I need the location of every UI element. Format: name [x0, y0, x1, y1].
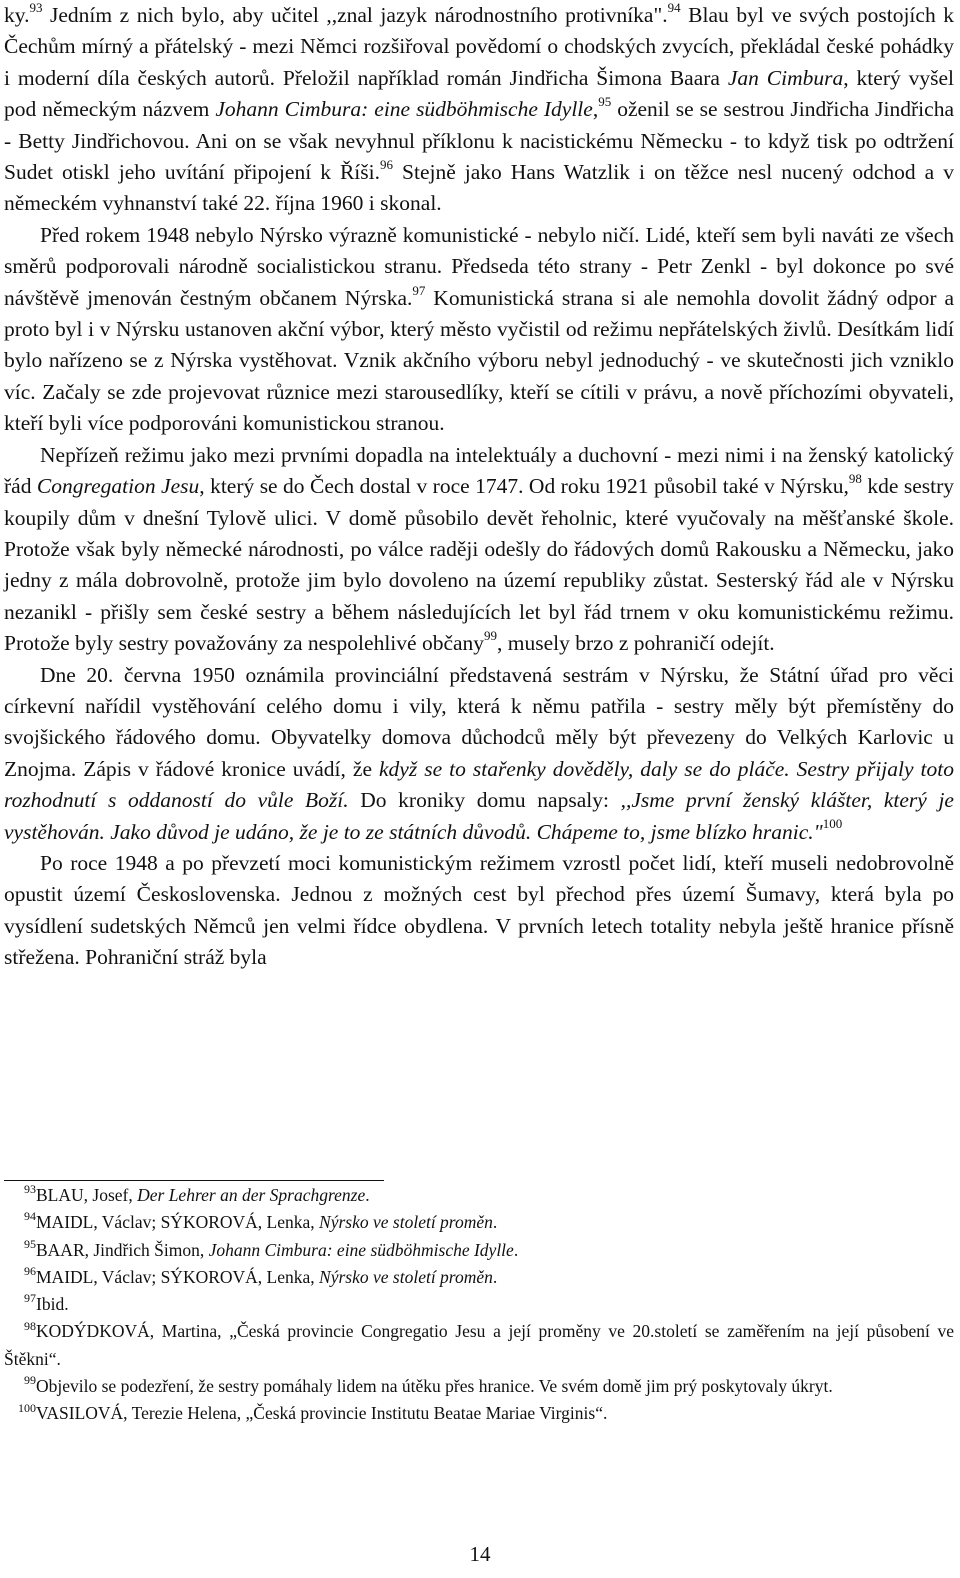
page-number: 14	[469, 1542, 491, 1566]
chronicle-quote: když se to stařenky dověděly, daly se do pláče. Sestry přijaly toto rozhodnutí s oddaností do vůle Boží.	[4, 756, 954, 813]
text-run: , který vyšel pod německým názvem	[4, 65, 955, 122]
text-run: Před rokem 1948 nebylo Nýrsko výrazně komunistické - nebylo ničí. Lidé, kteří sem byli naváti ze všech směrů podporovali národně socialistickou stranu. Předseda této strany - Petr Zenkl - byl dokonce po své návštěvě jmenován čestným občanem Nýrska.	[4, 222, 954, 310]
paragraph-5	[4, 848, 954, 974]
footnote-number: 97	[24, 1291, 36, 1306]
footnote-number: 100	[18, 1400, 36, 1415]
footnote-text: Ibid.	[36, 1294, 69, 1315]
footnote-ref-97[interactable]: 97	[412, 282, 426, 298]
footnote-title: Nýrsko ve století proměn	[319, 1266, 493, 1287]
text-run: oženil se se sestrou Jindřicha Jindřicha - Betty Jindřichovou. Ani on se však nevyhnul příklonu k nacistickému Německu - to když tisk po odtržení Sudet otiskl jeho uvítání připojení k Říši.	[4, 97, 954, 185]
footnote-96	[4, 1264, 954, 1291]
footnote-number: 94	[24, 1209, 36, 1224]
text-run: ky.	[4, 3, 30, 27]
footnote-100	[4, 1400, 954, 1427]
paragraph-3	[4, 440, 954, 660]
footnote-title: Johann Cimbura: eine südböhmische Idylle	[208, 1239, 514, 1260]
footnote-ref-95[interactable]: 95	[598, 94, 612, 110]
text-run: Nepřízeň režimu jako mezi prvními dopadla na intelektuály a duchovní - mezi nimi i na ženský katolický řád	[4, 442, 954, 499]
footnotes	[4, 1180, 954, 1428]
order-name: Congregation Jesu	[36, 474, 200, 499]
footnote-text: .	[513, 1239, 519, 1260]
book-title: Johann Cimbura: eine südböhmische Idylle	[215, 97, 593, 122]
footnote-number: 95	[24, 1236, 36, 1251]
footnote-text: KODÝDKOVÁ, Martina, „Česká provincie Congregatio Jesu a její proměny ve 20.století se zaměřením na její působení ve Štěkni“.	[4, 1321, 954, 1369]
text-run: Po roce 1948 a po převzetí moci komunistickým režimem vzrostl počet lidí, kteří museli nedobrovolně opustit území Československa. Jednou z možných cest byl přechod přes území Šumavy, která byla po vysídlení sudetských Němců jen velmi řídce obydlena. V prvních letech totality nebyla ještě hranice přísně střežena. Pohraniční stráž byla	[4, 850, 954, 970]
footnote-text: VASILOVÁ, Terezie Helena, „Česká provincie Institutu Beatae Mariae Virginis“.	[36, 1403, 608, 1424]
footnote-99	[4, 1373, 954, 1400]
text-run: Komunistická strana si ale nemohla dovolit žádný odpor a proto byl i v Nýrsku ustanoven akční výbor, který město vyčistil od režimu nepřátelských živlů. Desítkám lidí bylo nařízeno se z Nýrska vystěhovat. Vznik akčního výboru nebyl jednoduchý - ve skutečnosti jich vzniklo víc. Začaly se zde projevovat různice mezi starousedlíky, kteří se cítili v právu, a nově příchozími obyvateli, kteří byli více podporováni komunistickou stranou.	[4, 285, 954, 436]
footnote-98	[4, 1318, 954, 1373]
footnote-text: BLAU, Josef,	[36, 1185, 138, 1205]
chronicle-quote: ,,Jsme první ženský klášter, který je vystěhován. Jako důvod je udáno, že je to ze státních důvodů. Chápeme to, jsme blízko hranic."	[4, 788, 954, 844]
footnote-text: MAIDL, Václav; SÝKOROVÁ, Lenka,	[36, 1266, 320, 1287]
footnote-text: .	[492, 1266, 498, 1287]
footnote-title: Nýrsko ve století proměn	[319, 1212, 493, 1233]
text-run: Dne 20. června 1950 oznámila provinciální představená sestrám v Nýrsku, že Státní úřad pro věci církevní nařídil vystěhování celého domu i vily, která k němu patřila - sestry měly být přemístěny do svojšického řádového domu. Obyvatelky domova důchodců měly být převezeny do Velkých Karlovic u Znojma. Zápis v řádové kronice uvádí, že	[4, 662, 954, 781]
footnote-ref-98[interactable]: 98	[848, 470, 862, 486]
footnote-ref-100[interactable]: 100	[822, 816, 843, 832]
text-run: Stejně jako Hans Watzlik i on těžce nesl nucený odchod a v německém vyhnanství také 22. října 1960 i skonal.	[4, 160, 954, 216]
footnote-95	[4, 1237, 954, 1264]
footnote-text: .	[492, 1212, 498, 1233]
footnote-number: 99	[24, 1373, 36, 1388]
footnote-text: Objevilo se podezření, že sestry pomáhaly lidem na útěku přes hranice. Ve svém domě jim prý poskytovaly úkryt.	[36, 1376, 833, 1397]
text-run: Blau byl ve svých postojích k Čechům mírný a přátelský - mezi Němci rozšiřoval povědomí o chodských zvycích, překládal české pohádky i moderní díla českých autorů. Přeložil například román Jindřicha Šimona Baara	[4, 3, 954, 90]
body-text	[4, 0, 954, 974]
footnote-text: MAIDL, Václav; SÝKOROVÁ, Lenka,	[36, 1212, 320, 1233]
footnote-ref-93[interactable]: 93	[29, 0, 43, 15]
text-run: , který se do Čech dostal v roce 1747. Od roku 1921 působil také v Nýrsku,	[199, 474, 849, 499]
paragraph-4	[4, 660, 954, 848]
paragraph-2	[4, 220, 954, 440]
footnote-93	[4, 1182, 954, 1209]
footnote-ref-94[interactable]: 94	[667, 0, 681, 15]
text-run: ,	[592, 97, 599, 122]
text-run: Jedním z nich bylo, aby učitel ,,znal jazyk národnostního protivníka".	[42, 3, 668, 27]
footnote-title: Der Lehrer an der Sprachgrenze	[137, 1185, 366, 1205]
footnote-number: 93	[24, 1182, 36, 1197]
footnote-ref-99[interactable]: 99	[484, 627, 498, 643]
footnote-94	[4, 1209, 954, 1236]
book-title: Jan Cimbura	[727, 65, 844, 90]
footnote-number: 98	[24, 1318, 36, 1333]
footnote-97	[4, 1291, 954, 1318]
footnote-number: 96	[24, 1264, 36, 1279]
footnote-text: BAAR, Jindřich Šimon,	[36, 1239, 209, 1260]
footnote-text: .	[365, 1185, 370, 1205]
footnote-ref-96[interactable]: 96	[380, 156, 393, 172]
paragraph-1	[4, 0, 954, 220]
text-run: , musely brzo z pohraničí odejít.	[497, 631, 775, 656]
text-run: kde sestry koupily dům v dnešní Tylově ulici. V domě působilo devět řeholnic, které vyučovaly na měšťanské škole. Protože však byly německé národnosti, po válce raději odešly do řádových domů Rakousku a Německu, jako jedny z mála dobrovolně, protože jim bylo dovoleno na území republiky zůstat. Sesterský řád ale v Nýrsku nezanikl - přišly sem české sestry a během následujících let byl řád trnem v oku komunistickému režimu. Protože byly sestry považovány za nespolehlivé občany	[4, 474, 955, 656]
text-run: Do kroniky domu napsaly:	[348, 788, 621, 813]
